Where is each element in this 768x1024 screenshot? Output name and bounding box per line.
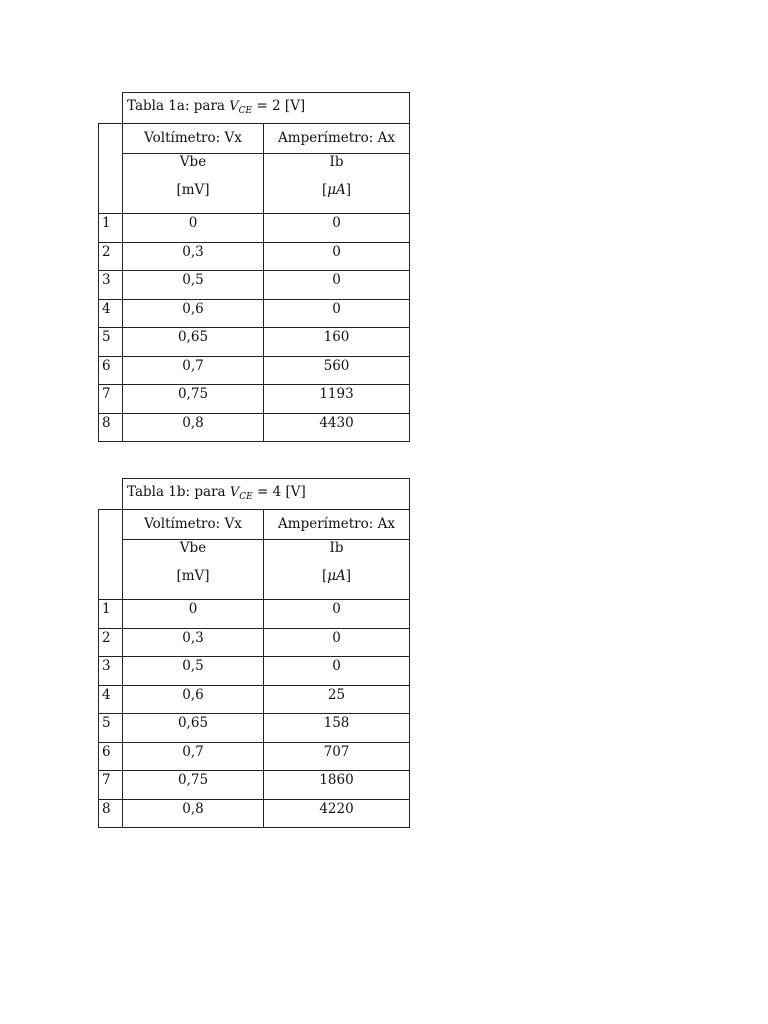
row-index: 2 [99,628,123,657]
ib-value: 160 [264,328,410,357]
vbe-value: 0,7 [123,356,264,385]
vbe-value: 0,7 [123,742,264,771]
table-row [99,685,410,714]
col-unit-ib [264,540,410,600]
ib-value: 25 [264,685,410,714]
ib-unit-open: [ [321,567,328,584]
ib-value: 1860 [264,771,410,800]
row-index: 6 [99,742,123,771]
ib-unit [264,170,409,198]
ib-value: 0 [264,657,410,686]
table-row [99,657,410,686]
vce-subscript: CE [239,492,253,502]
table-caption [123,479,410,510]
ib-value: 4430 [264,413,410,442]
vbe-value: 0,3 [123,628,264,657]
table-row [99,271,410,300]
measurement-table-1b [98,478,410,828]
table-row [99,628,410,657]
row-index: 7 [99,771,123,800]
vbe-unit: [mV] [176,567,210,584]
ib-unit-close: ] [345,181,352,198]
caption-prefix: Tabla 1a: para [127,98,225,114]
row-index: 1 [99,214,123,243]
table-row [99,771,410,800]
row-index: 8 [99,799,123,828]
vbe-value: 0,3 [123,242,264,271]
index-header-cell [99,124,123,214]
ib-label: Ib [329,154,344,170]
vbe-value: 0,75 [123,771,264,800]
row-index: 4 [99,299,123,328]
table-row [99,385,410,414]
vbe-unit: [mV] [176,181,210,198]
row-index: 5 [99,714,123,743]
ib-label: Ib [329,540,344,556]
table-row [99,714,410,743]
vce-var: V [229,99,239,114]
row-index: 3 [99,271,123,300]
vbe-value: 0 [123,600,264,629]
ib-value: 0 [264,600,410,629]
vce-symbol [230,485,253,500]
vbe-value: 0 [123,214,264,243]
ib-unit-close: ] [345,567,352,584]
col-header-ammeter: Amperímetro: Ax [264,124,410,154]
caption-prefix: Tabla 1b: para [127,484,226,500]
ib-value: 0 [264,299,410,328]
ib-value: 0 [264,271,410,300]
ib-value: 158 [264,714,410,743]
corner-blank [99,479,123,510]
ib-unit-microamp: μA [327,181,346,198]
col-unit-ib [264,154,410,214]
vbe-value: 0,8 [123,799,264,828]
ib-value: 707 [264,742,410,771]
vce-var: V [229,485,240,500]
vbe-value: 0,5 [123,657,264,686]
vbe-value: 0,65 [123,328,264,357]
vbe-value: 0,5 [123,271,264,300]
table-row [99,600,410,629]
col-header-ammeter: Amperímetro: Ax [264,510,410,540]
col-header-voltmeter: Voltímetro: Vx [123,510,264,540]
row-index: 2 [99,242,123,271]
ib-value: 4220 [264,799,410,828]
table-row [99,356,410,385]
table-row [99,242,410,271]
table-row [99,214,410,243]
ib-value: 560 [264,356,410,385]
col-unit-vbe [123,154,264,214]
row-index: 1 [99,600,123,629]
table-row [99,413,410,442]
table-row [99,328,410,357]
ib-unit [264,556,409,584]
row-index: 8 [99,413,123,442]
row-index: 5 [99,328,123,357]
caption-suffix: = 2 [V] [256,98,306,114]
vbe-value: 0,65 [123,714,264,743]
table-row [99,299,410,328]
vce-subscript: CE [238,106,253,116]
vce-symbol [229,99,252,114]
table-row [99,742,410,771]
row-index: 4 [99,685,123,714]
row-index: 6 [99,356,123,385]
ib-value: 1193 [264,385,410,414]
caption-suffix: = 4 [V] [257,484,306,500]
row-index: 7 [99,385,123,414]
table-row [99,799,410,828]
ib-unit-microamp: μA [327,567,346,584]
vbe-label: Vbe [179,154,207,170]
ib-value: 0 [264,628,410,657]
vbe-value: 0,6 [123,299,264,328]
index-header-cell [99,510,123,600]
ib-value: 0 [264,242,410,271]
col-header-voltmeter: Voltímetro: Vx [123,124,264,154]
ib-value: 0 [264,214,410,243]
measurement-table-1a [98,92,410,442]
vbe-label: Vbe [179,540,207,556]
vbe-value: 0,6 [123,685,264,714]
col-unit-vbe [123,540,264,600]
vbe-value: 0,75 [123,385,264,414]
vbe-value: 0,8 [123,413,264,442]
table-caption [123,93,410,124]
corner-blank [99,93,123,124]
row-index: 3 [99,657,123,686]
ib-unit-open: [ [321,181,328,198]
